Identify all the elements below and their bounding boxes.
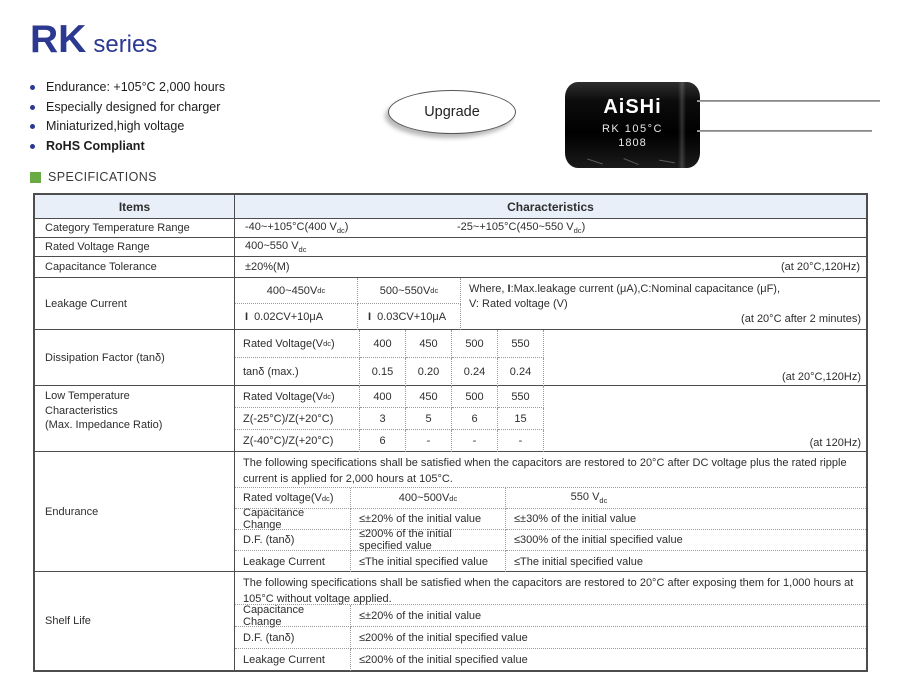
impedance-value: - — [406, 430, 452, 452]
row-label: Rated Voltage Range — [35, 238, 235, 256]
feature-item — [30, 78, 225, 98]
leakage-formula-1: I 0.02CV+10μA — [235, 304, 358, 330]
condition-note: (at 20°C,120Hz) — [781, 261, 860, 273]
impedance-value: 5 — [406, 408, 452, 430]
tan-value: 0.24 — [498, 358, 544, 386]
feature-list — [30, 78, 225, 156]
impedance-value: - — [498, 430, 544, 452]
series-word: series — [93, 31, 158, 58]
impedance-value: 6 — [452, 408, 498, 430]
leakage-range-2: 500~550 V dc — [358, 278, 461, 304]
capacitor-marking: 1808 — [618, 137, 647, 149]
voltage-col: 400 — [360, 386, 406, 408]
page-title — [30, 18, 157, 62]
row-value — [235, 238, 866, 256]
upgrade-label: Upgrade — [424, 104, 480, 120]
voltage-col: 550 — [498, 330, 544, 358]
temp-range-450-550v: -25~+105°C(450~550 $V_{dc}$) — [457, 220, 586, 236]
temp-range-400v: -40~+105°C(400 $V_{dc}$) — [245, 220, 349, 236]
capacitor-lead — [697, 100, 880, 102]
section-title: SPECIFICATIONS — [48, 170, 157, 184]
feature-text: RoHS Compliant — [46, 138, 145, 153]
row-capacitance-tolerance — [35, 256, 866, 277]
feature-text: Especially designed for charger — [46, 99, 221, 114]
upgrade-badge — [388, 90, 516, 134]
impedance-value: 6 — [360, 430, 406, 452]
endurance-condition-text: The following specifications shall be satisfied when the capacitors are restored to 20°C after DC voltage plus the rated ripple current is applied for 2,000 hours at 105°C. — [235, 452, 866, 488]
vent-line — [623, 158, 638, 165]
rated-voltage-label: Rated voltage( V dc ) — [235, 488, 351, 509]
spec-value: ≤The initial specified value — [351, 551, 506, 572]
row-value — [235, 219, 866, 237]
spec-value: ≤The initial specified value — [514, 555, 643, 568]
condition-note: (at 120Hz) — [809, 437, 861, 449]
spec-label: D.F. (tanδ) — [235, 627, 351, 649]
condition-note: (at 20°C after 2 minutes) — [741, 313, 861, 325]
shelf-life-condition-text: The following specifications shall be satisfied when the capacitors are restored to 20°C after exposing them for 1,000 hours at 105°C without voltage applied. — [235, 572, 866, 605]
voltage-group-1: 400~500 V dc — [351, 488, 506, 509]
row-rated-voltage — [35, 237, 866, 256]
row-label: Category Temperature Range — [35, 219, 235, 237]
specifications-table — [33, 193, 868, 672]
voltage-range-value: 400~550 $V_{dc}$ — [245, 239, 307, 255]
vent-line — [659, 160, 675, 164]
spec-value: ≤200% of the initial specified value — [359, 654, 528, 666]
spec-label: D.F. (tanδ) — [235, 530, 351, 551]
spec-value: ≤200% of the initial specified value — [351, 530, 506, 551]
row-label: Shelf Life — [35, 572, 235, 670]
bullet-icon — [30, 105, 35, 110]
bullet-icon — [30, 124, 35, 129]
row-leakage-current — [35, 277, 866, 329]
tan-value: 0.15 — [360, 358, 406, 386]
row-category-temperature — [35, 218, 866, 237]
voltage-col: 500 — [452, 330, 498, 358]
tolerance-value: ±20%(M) — [245, 261, 290, 273]
spec-value: ≤±20% of the initial value — [351, 605, 866, 627]
impedance-value: - — [452, 430, 498, 452]
series-code: RK — [30, 18, 87, 61]
vent-line — [587, 159, 603, 165]
items-header: Items — [35, 195, 235, 218]
feature-item — [30, 98, 225, 118]
voltage-col: 500 — [452, 386, 498, 408]
brand-logo: AiSHi — [603, 96, 662, 118]
bullet-icon — [30, 144, 35, 149]
capacitor-image — [565, 82, 700, 168]
spec-label: Leakage Current — [235, 551, 351, 572]
row-low-temperature — [35, 385, 866, 451]
tan-label: tanδ (max.) — [235, 358, 360, 386]
row-endurance — [35, 451, 866, 571]
spec-label: Capacitance Change — [235, 605, 351, 627]
spec-value: ≤200% of the initial specified value — [351, 627, 866, 649]
row-label: Capacitance Tolerance — [35, 257, 235, 277]
impedance-ratio-label: Z(-40°C)/Z(+20°C) — [235, 430, 360, 452]
feature-text: Miniaturized,high voltage — [46, 119, 185, 133]
row-label: Leakage Current — [35, 278, 235, 329]
row-value — [235, 257, 866, 277]
voltage-col: 400 — [360, 330, 406, 358]
spec-value: ≤±20% of the initial value — [351, 509, 506, 530]
impedance-ratio-label: Z(-25°C)/Z(+20°C) — [235, 408, 360, 430]
voltage-col: 550 — [498, 386, 544, 408]
feature-item — [30, 117, 225, 137]
voltage-col: 450 — [406, 330, 452, 358]
leakage-definition: Where, I:Max.leakage current (μA),C:Nominal capacitance (μF), V: Rated voltage (V) (at 20°C after 2 minutes) — [469, 283, 861, 325]
capacitor-lead — [697, 130, 872, 132]
tan-value: 0.24 — [452, 358, 498, 386]
spec-label: Capacitance Change — [235, 509, 351, 530]
voltage-col: 450 — [406, 386, 452, 408]
impedance-value: 15 — [498, 408, 544, 430]
impedance-value: 3 — [360, 408, 406, 430]
section-marker-icon — [30, 172, 41, 183]
table-header-row — [35, 195, 866, 218]
characteristics-header: Characteristics — [507, 199, 594, 214]
spec-value: ≤300% of the initial specified value — [506, 530, 866, 551]
section-header — [30, 170, 157, 184]
capacitor-marking: RK 105°C — [601, 123, 664, 135]
feature-text: Endurance: +105°C 2,000 hours — [46, 80, 226, 94]
rated-voltage-label: Rated Voltage( V dc ) — [235, 386, 360, 408]
spec-label: Leakage Current — [235, 649, 351, 671]
rated-voltage-label: Rated Voltage( V dc ) — [235, 330, 360, 358]
leakage-formula-2: I 0.03CV+10μA — [358, 304, 461, 330]
condition-note: (at 20°C,120Hz) — [782, 371, 861, 383]
row-shelf-life — [35, 571, 866, 670]
spec-value: ≤±30% of the initial value — [506, 509, 866, 530]
row-label: Low Temperature Characteristics (Max. Impedance Ratio) — [45, 390, 163, 431]
row-dissipation-factor — [35, 329, 866, 385]
bullet-icon — [30, 85, 35, 90]
feature-item — [30, 137, 225, 157]
leakage-range-1: 400~450 V dc — [235, 278, 358, 304]
row-label: Dissipation Factor (tanδ) — [35, 330, 235, 385]
row-label: Endurance — [35, 452, 235, 571]
voltage-group-2: 550 $V_{dc}$ — [506, 488, 866, 509]
tan-value: 0.20 — [406, 358, 452, 386]
